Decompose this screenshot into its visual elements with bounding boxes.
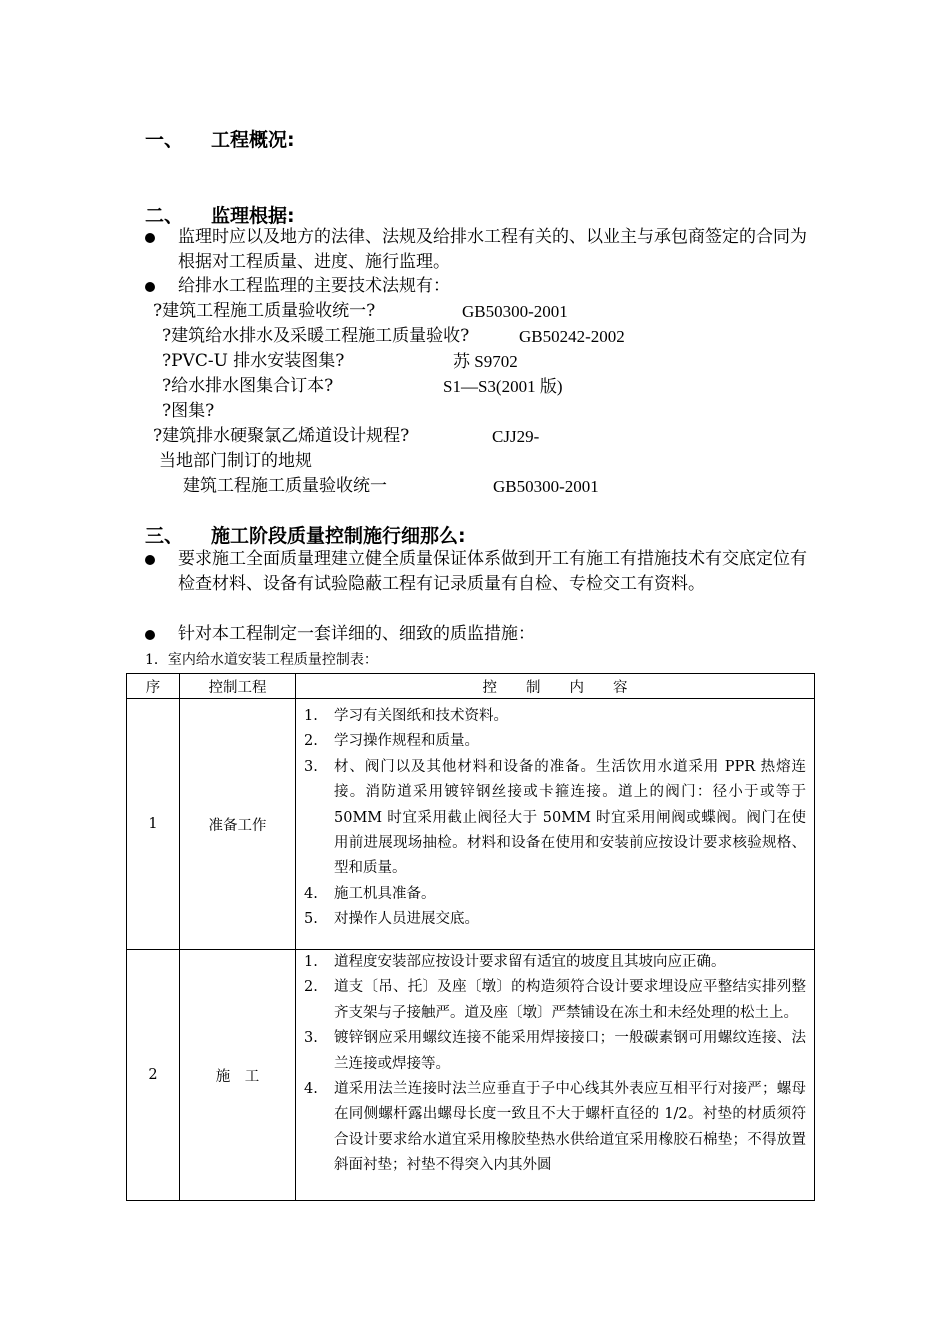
section-number: 三、 xyxy=(145,525,184,547)
content-item: 4. 道采用法兰连接时法兰应垂直于子中心线其外表应互相平行对接严；螺母在同侧螺杆露出螺母长度一致且不大于螺杆直径的 1/2。衬垫的材质须符合设计要求给水道宜采用橡胶垫热水供给道宜采用橡胶石棉垫；不得放置斜面衬垫；衬垫不得突入内其外圆 xyxy=(304,1081,806,1174)
section-title: 施工阶段质量控制施行细那么: xyxy=(211,525,466,547)
regulation-name: 当地部门制订的地规 xyxy=(159,451,312,471)
table-row xyxy=(127,699,815,950)
content-item: 2. 道支〔吊、托〕及座〔墩〕的构造须符合设计要求埋设应平整结实排列整齐支架与子接触严。道及座〔墩〕严禁铺设在冻土和未经处理的松土上。 xyxy=(304,979,806,1021)
bullet-item xyxy=(145,547,815,597)
regulation-name: ?建筑排水硬聚氯乙烯道设计规程? xyxy=(153,426,410,446)
quality-control-table xyxy=(126,673,815,1201)
regulation-name: ?图集? xyxy=(162,401,215,421)
bullet-text: 监理时应以及地方的法律、法规及给排水工程有关的、以业主与承包商签定的合同为根据对工程质量、进度、施行监理。 xyxy=(178,227,807,272)
header-content: 控 制 内 容 xyxy=(296,674,815,699)
bullet-text: 给排水工程监理的主要技术法规有： xyxy=(178,276,450,296)
content-item: 5. 对操作人员进展交底。 xyxy=(304,911,479,928)
regulation-code: 苏 S9702 xyxy=(453,352,518,371)
row-seq: 1 xyxy=(127,699,180,950)
row-seq: 2 xyxy=(127,950,180,1201)
regulation-code: CJJ29- xyxy=(492,427,540,446)
regulation-name: 建筑工程施工质量验收统一 xyxy=(183,476,387,496)
regulation-name: ?PVC-U 排水安装图集? xyxy=(162,351,345,371)
bullet-dot-icon xyxy=(145,555,155,565)
bullet-item xyxy=(145,274,815,299)
header-seq: 序 xyxy=(127,674,180,699)
content-item: 1. 学习有关图纸和技术资料。 xyxy=(304,708,508,724)
regulation-name: ?给水排水图集合订本? xyxy=(162,376,334,396)
content-list xyxy=(296,699,814,933)
table-row xyxy=(127,950,815,1201)
regulation-code: GB50242-2002 xyxy=(519,327,625,346)
section-heading-overview xyxy=(145,125,295,152)
regulation-name: ?建筑给水排水及采暖工程施工质量验收? xyxy=(162,326,470,346)
content-item: 2. 学习操作规程和质量。 xyxy=(304,733,479,750)
content-item: 3. 材、阀门以及其他材料和设备的准备。生活饮用水道采用 PPR 热熔连接。消防道采用镀锌钢丝接或卡箍连接。道上的阀门：径小于或等于 50MM 时宜采用截止阀径大于 50MM 时宜采用闸阀或蝶阀。阀门在使用前进展现场抽检。材料和设备在使用和安装前应按设计要求核验规格、型和质量。 xyxy=(304,758,806,877)
content-item: 1. 道程度安装部应按设计要求留有适宜的坡度且其坡向应正确。 xyxy=(304,954,726,970)
row-content xyxy=(296,699,815,950)
row-item: 准备工作 xyxy=(180,699,296,950)
bullet-dot-icon xyxy=(145,233,155,243)
content-item: 4. 施工机具准备。 xyxy=(304,885,436,902)
bullet-text: 针对本工程制定一套详细的、细致的质监措施： xyxy=(178,624,535,644)
regulation-code: S1—S3(2001 版) xyxy=(443,377,563,396)
bullet-dot-icon xyxy=(145,630,155,640)
bullet-item xyxy=(145,225,815,275)
section-heading-basis xyxy=(145,201,295,228)
table-header-row xyxy=(127,674,815,699)
row-content xyxy=(296,950,815,1201)
bullet-dot-icon xyxy=(145,282,155,292)
regulation-name: ?建筑工程施工质量验收统一? xyxy=(153,301,376,321)
regulation-code: GB50300-2001 xyxy=(462,302,568,321)
section-number: 一、 xyxy=(145,129,184,151)
regulation-code: GB50300-2001 xyxy=(493,477,599,496)
section-title: 工程概况: xyxy=(211,129,295,151)
header-item: 控制工程 xyxy=(180,674,296,699)
bullet-item xyxy=(145,622,815,647)
table-caption: 1．室内给水道安装工程质量控制表： xyxy=(145,652,378,668)
bullet-text: 要求施工全面质量理建立健全质量保证体系做到开工有施工有措施技术有交底定位有检查材料、设备有试验隐蔽工程有记录质量有自检、专检交工有资料。 xyxy=(178,549,807,594)
section-number: 二、 xyxy=(145,205,184,227)
content-item: 3. 镀锌钢应采用螺纹连接不能采用焊接接口；一般碳素钢可用螺纹连接、法兰连接或焊接等。 xyxy=(304,1030,806,1072)
content-list xyxy=(296,950,814,1179)
section-title: 监理根据: xyxy=(211,205,295,227)
row-item: 施 工 xyxy=(180,950,296,1201)
section-heading-quality-control xyxy=(145,521,466,548)
